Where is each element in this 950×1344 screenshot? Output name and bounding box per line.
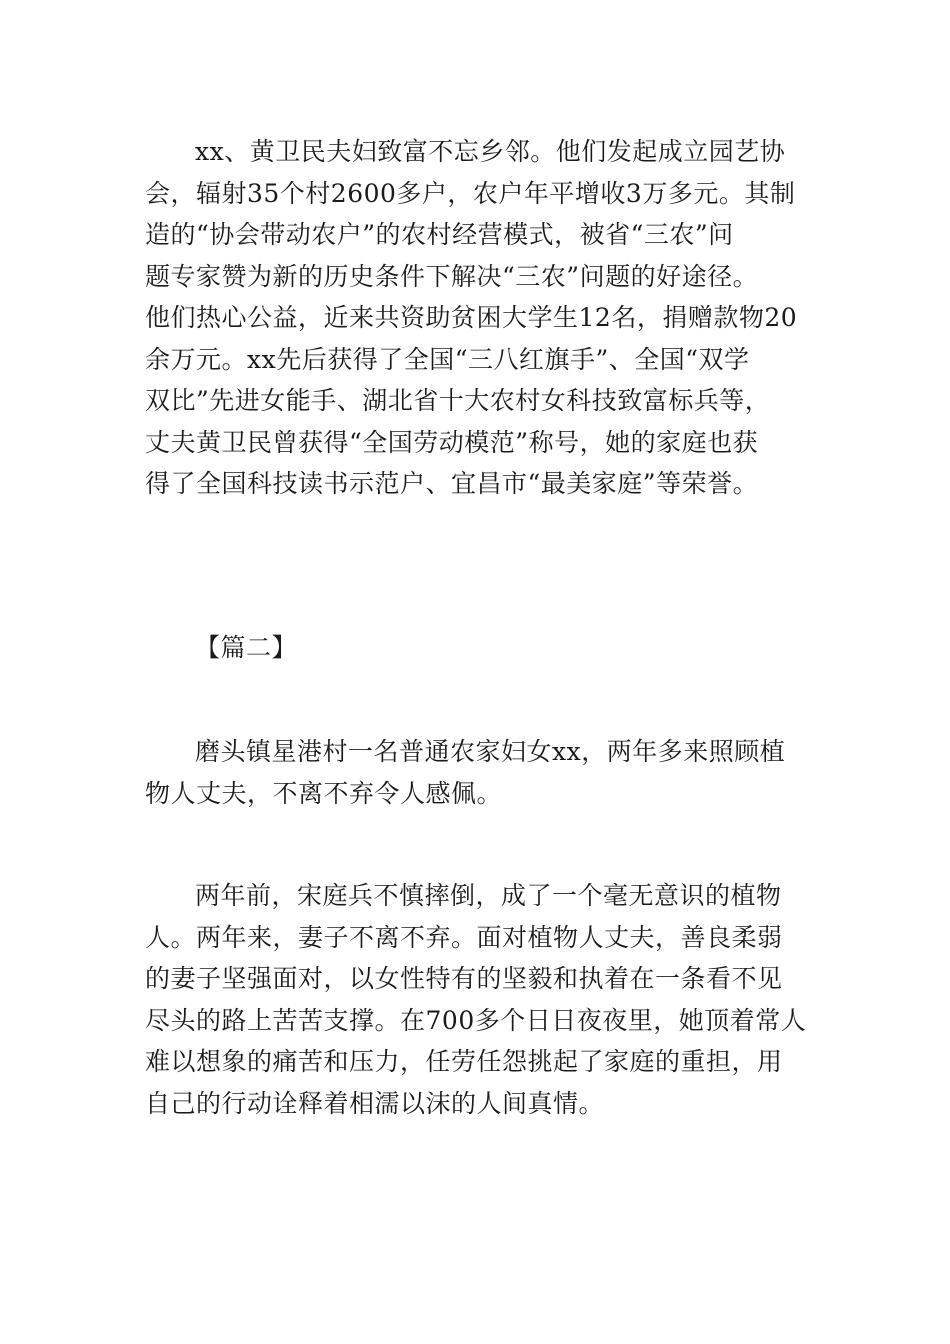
paragraph-3 — [145, 875, 810, 1124]
paragraph-line: xx、黄卫民夫妇致富不忘乡邻。他们发起成立园艺协 — [195, 137, 786, 166]
paragraph-line: 的妻子坚强面对，以女性特有的坚毅和执着在一条看不见 — [145, 964, 783, 993]
paragraph-line: 自己的行动诠释着相濡以沫的人间真情。 — [145, 1088, 605, 1118]
paragraph-line: 题专家赞为新的历史条件下解决“三农”问题的好途径。 — [145, 261, 759, 291]
paragraph-line: 磨头镇星港村一名普通农家妇女xx，两年多来照顾植 — [195, 737, 786, 766]
paragraph-line: 双比”先进女能手、湖北省十大农村女科技致富标兵等， — [145, 386, 771, 415]
paragraph-line: 会，辐射35个村2600多户，农户年平增收3万多元。其制 — [145, 178, 796, 208]
paragraph-2 — [145, 731, 810, 814]
section-heading-text: 【篇二】 — [195, 633, 298, 662]
paragraph-line: 造的“协会带动农户”的农村经营模式，被省“三农”问 — [145, 220, 734, 249]
paragraph-line: 物人丈夫，不离不弃令人感佩。 — [145, 778, 503, 808]
paragraph-line: 难以想象的痛苦和压力，任劳任怨挑起了家庭的重担，用 — [145, 1047, 783, 1076]
paragraph-line: 丈夫黄卫民曾获得“全国劳动模范”称号，她的家庭也获 — [145, 427, 759, 457]
paragraph-line: 得了全国科技读书示范户、宜昌市“最美家庭”等荣誉。 — [145, 469, 759, 498]
paragraph-line: 他们热心公益，近来共资助贫困大学生12名，捐赠款物20 — [145, 303, 798, 332]
paragraph-line: 余万元。xx先后获得了全国“三八红旗手”、全国“双学 — [145, 344, 750, 374]
paragraph-1 — [145, 131, 810, 505]
paragraph-line: 两年前，宋庭兵不慎摔倒，成了一个毫无意识的植物 — [195, 881, 782, 910]
paragraph-line: 人。两年来，妻子不离不弃。面对植物人丈夫，善良柔弱 — [145, 922, 783, 952]
paragraph-line: 尽头的路上苦苦支撑。在700多个日日夜夜里，她顶着常人 — [145, 1005, 807, 1035]
section-heading — [145, 627, 810, 669]
